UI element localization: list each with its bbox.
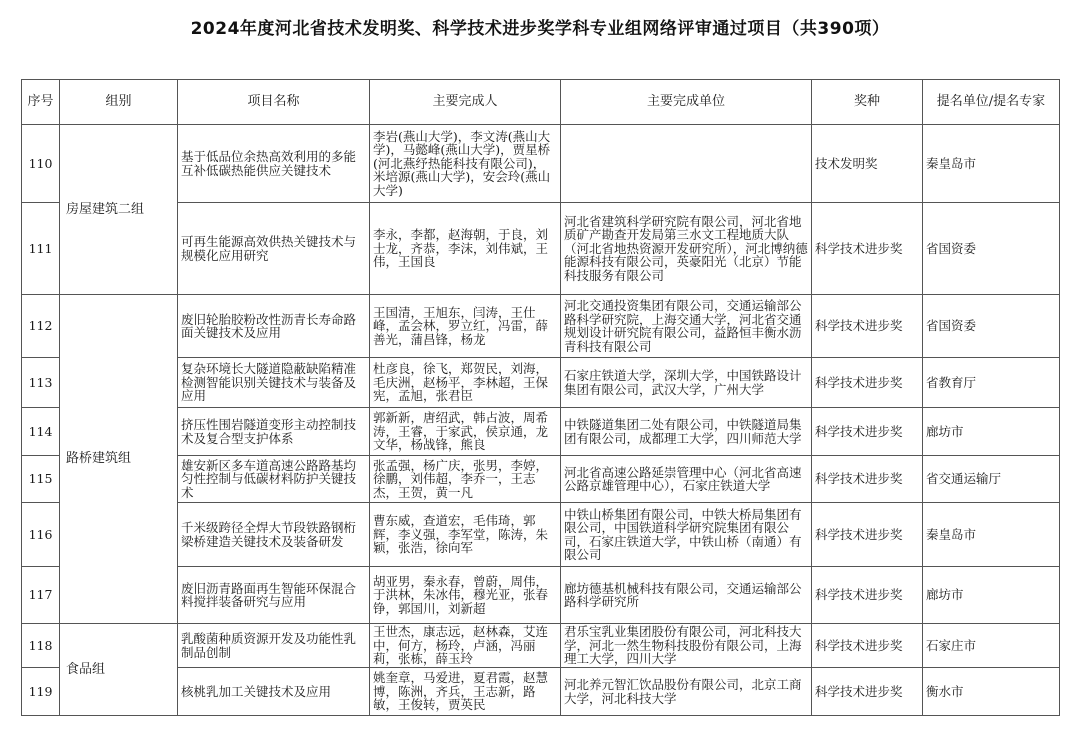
row-number: 116	[22, 503, 60, 567]
main-units: 石家庄铁道大学，深圳大学，中国铁路设计集团有限公司，武汉大学，广州大学	[561, 358, 812, 408]
award-type: 技术发明奖	[812, 125, 923, 203]
row-number: 118	[22, 624, 60, 668]
table-row	[22, 668, 1060, 716]
row-number: 114	[22, 408, 60, 456]
header-award: 奖种	[812, 80, 923, 125]
project-name: 基于低品位余热高效利用的多能互补低碳热能供应关键技术	[178, 125, 370, 203]
row-number: 117	[22, 567, 60, 624]
header-group: 组别	[60, 80, 178, 125]
row-number: 113	[22, 358, 60, 408]
row-number: 112	[22, 295, 60, 358]
nominator: 秦皇岛市	[923, 125, 1060, 203]
nominator: 省国资委	[923, 295, 1060, 358]
main-people: 李永，李都，赵海朝，于良，刘士龙，齐恭，李沫，刘伟斌，王伟，王国良	[370, 203, 561, 295]
main-units: 廊坊德基机械科技有限公司，交通运输部公路科学研究所	[561, 567, 812, 624]
nominator: 衡水市	[923, 668, 1060, 716]
project-name: 废旧沥青路面再生智能环保混合料搅拌装备研究与应用	[178, 567, 370, 624]
nominator: 省国资委	[923, 203, 1060, 295]
main-people: 郭新新，唐绍武，韩占波，周希涛，王睿，于家武，侯京通，龙文华，杨战锋，熊良	[370, 408, 561, 456]
main-people: 杜彦良，徐飞，郑贺民，刘海，毛庆洲，赵杨平，李林超，王保宪，孟旭，张君臣	[370, 358, 561, 408]
main-units: 河北省建筑科学研究院有限公司，河北省地质矿产勘查开发局第三水文工程地质大队（河北省地热资源开发研究所），河北博纳德能源科技有限公司，英豪阳光（北京）节能科技服务有限公司	[561, 203, 812, 295]
header-no: 序号	[22, 80, 60, 125]
award-type: 科学技术进步奖	[812, 668, 923, 716]
award-type: 科学技术进步奖	[812, 295, 923, 358]
projects-table	[21, 79, 1060, 716]
table-row	[22, 203, 1060, 295]
table-row	[22, 358, 1060, 408]
project-name: 乳酸菌种质资源开发及功能性乳制品创制	[178, 624, 370, 668]
award-type: 科学技术进步奖	[812, 203, 923, 295]
project-name: 雄安新区多车道高速公路路基均匀性控制与低碳材料防护关键技术	[178, 456, 370, 503]
nominator: 廊坊市	[923, 567, 1060, 624]
project-name: 核桃乳加工关键技术及应用	[178, 668, 370, 716]
nominator: 省交通运输厅	[923, 456, 1060, 503]
document-title: 2024年度河北省技术发明奖、科学技术进步奖学科专业组网络评审通过项目（共390项）	[190, 19, 890, 39]
table-row	[22, 295, 1060, 358]
group-name: 食品组	[60, 624, 178, 716]
award-type: 科学技术进步奖	[812, 358, 923, 408]
nominator: 省教育厅	[923, 358, 1060, 408]
main-units: 河北交通投资集团有限公司，交通运输部公路科学研究院，上海交通大学，河北省交通规划设计研究院有限公司，益路恒丰衡水沥青科技有限公司	[561, 295, 812, 358]
group-name: 房屋建筑二组	[60, 125, 178, 295]
nominator: 廊坊市	[923, 408, 1060, 456]
header-nominator: 提名单位/提名专家	[923, 80, 1060, 125]
main-units	[561, 125, 812, 203]
table-body	[22, 125, 1060, 716]
row-number: 115	[22, 456, 60, 503]
table-row	[22, 456, 1060, 503]
main-units: 中铁山桥集团有限公司，中铁大桥局集团有限公司，中国铁道科学研究院集团有限公司，石家庄铁道大学，中铁山桥（南通）有限公司	[561, 503, 812, 567]
project-name: 复杂环境长大隧道隐蔽缺陷精准检测智能识别关键技术与装备及应用	[178, 358, 370, 408]
table-header-row	[22, 80, 1060, 125]
project-name: 可再生能源高效供热关键技术与规模化应用研究	[178, 203, 370, 295]
main-people: 姚奎章，马爱进，夏君霞，赵慧博，陈洲，齐兵，王志新，路敏，王俊转，贾英民	[370, 668, 561, 716]
group-name: 路桥建筑组	[60, 295, 178, 624]
nominator: 秦皇岛市	[923, 503, 1060, 567]
row-number: 110	[22, 125, 60, 203]
project-name: 千米级跨径全焊大节段铁路钢桁梁桥建造关键技术及装备研发	[178, 503, 370, 567]
table-row	[22, 624, 1060, 668]
table-row	[22, 503, 1060, 567]
row-number: 119	[22, 668, 60, 716]
main-units: 河北养元智汇饮品股份有限公司，北京工商大学，河北科技大学	[561, 668, 812, 716]
main-people: 李岩(燕山大学)，李文涛(燕山大学)，马懿峰(燕山大学)，贾星桥(河北燕纾热能科技有限公司)，米培源(燕山大学)，安会玲(燕山大学)	[370, 125, 561, 203]
table-row	[22, 408, 1060, 456]
main-people: 曹东威，查道宏，毛伟琦，郭辉，李义强，李军堂，陈涛，朱颖，张浩，徐向军	[370, 503, 561, 567]
main-people: 王国清，王旭东，闫涛，王仕峰，孟会林，罗立红，冯雷，薛善光，蒲昌锋，杨龙	[370, 295, 561, 358]
header-people: 主要完成人	[370, 80, 561, 125]
award-type: 科学技术进步奖	[812, 567, 923, 624]
award-type: 科学技术进步奖	[812, 624, 923, 668]
award-type: 科学技术进步奖	[812, 408, 923, 456]
main-units: 河北省高速公路延崇管理中心（河北省高速公路京雄管理中心），石家庄铁道大学	[561, 456, 812, 503]
award-type: 科学技术进步奖	[812, 503, 923, 567]
row-number: 111	[22, 203, 60, 295]
table-row	[22, 125, 1060, 203]
main-people: 张孟强，杨广庆，张男，李婷，徐鹏，刘伟超，李乔一，王志杰，王贺，黄一凡	[370, 456, 561, 503]
main-people: 王世杰，康志远，赵林森，艾连中，何方，杨玲，卢涵，冯丽莉，张栋，薛玉玲	[370, 624, 561, 668]
main-units: 中铁隧道集团二处有限公司，中铁隧道局集团有限公司，成都理工大学，四川师范大学	[561, 408, 812, 456]
header-units: 主要完成单位	[561, 80, 812, 125]
main-people: 胡亚男，秦永春，曾蔚，周伟，于洪林，朱冰伟，穆光亚，张春铮，郭国川，刘新超	[370, 567, 561, 624]
main-units: 君乐宝乳业集团股份有限公司，河北科技大学，河北一然生物科技股份有限公司，上海理工大学，四川大学	[561, 624, 812, 668]
header-project: 项目名称	[178, 80, 370, 125]
project-name: 挤压性围岩隧道变形主动控制技术及复合型支护体系	[178, 408, 370, 456]
table-row	[22, 567, 1060, 624]
award-type: 科学技术进步奖	[812, 456, 923, 503]
nominator: 石家庄市	[923, 624, 1060, 668]
project-name: 废旧轮胎胶粉改性沥青长寿命路面关键技术及应用	[178, 295, 370, 358]
